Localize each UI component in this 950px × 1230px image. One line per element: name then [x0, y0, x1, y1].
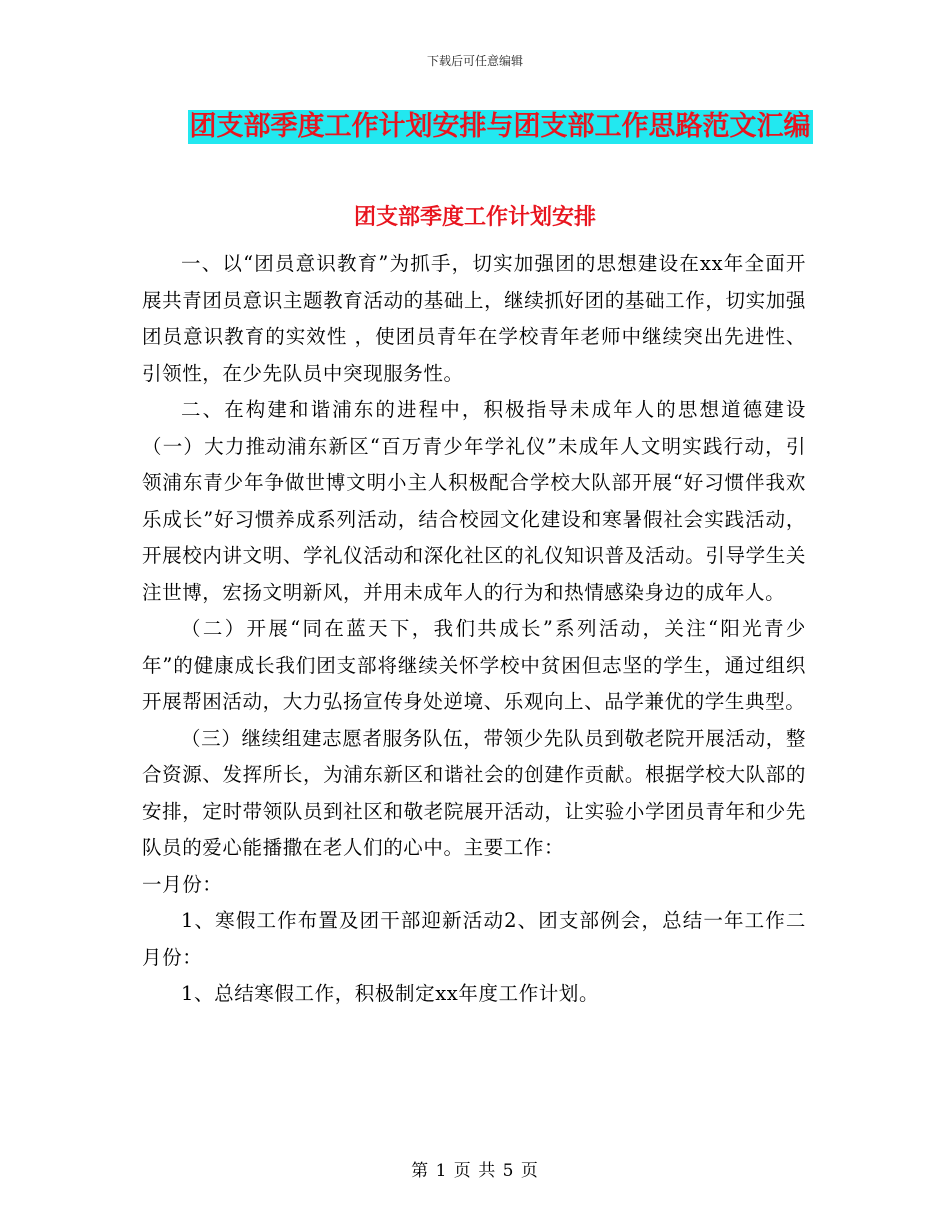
paragraph-6: 1、总结寒假工作，积极制定xx年度工作计划。	[181, 982, 600, 1005]
section-title: 团支部季度工作计划安排	[353, 205, 596, 230]
download-note: 下载后可任意编辑	[426, 54, 523, 68]
main-title-container	[0, 110, 950, 144]
main-title: 团支部季度工作计划安排与团支部工作思路范文汇编	[189, 111, 811, 142]
document-body	[142, 246, 806, 1013]
paragraph-2: 二、在构建和谐浦东的进程中，积极指导未成年人的思想道德建设（一）大力推动浦东新区“百万青少年学礼仪”未成年人文明实践行动，引领浦东青少年争做世博文明小主人积极配合学校大队部开展“好习惯伴我欢乐成长”好习惯养成系列活动，结合校园文化建设和寒暑假社会实践活动，开展校内讲文明、学礼仪活动和深化社区的礼仪知识普及活动。引导学生关注世博，宏扬文明新风，并用未成年人的行为和热情感染身边的成年人。	[142, 398, 806, 604]
paragraph-1: 一、以“团员意识教育”为抓手，切实加强团的思想建设在xx年全面开展共青团员意识主题教育活动的基础上，继续抓好团的基础工作，切实加强团员意识教育的实效性 ，使团员青年在学校青年老师中继续突出先进性、引领性，在少先队员中突现服务性。	[142, 252, 806, 385]
paragraph-month-january: 一月份：	[142, 872, 223, 896]
page-footer: 第 1 页 共 5 页	[411, 1161, 539, 1181]
paragraph-3: （二）开展“同在蓝天下，我们共成长”系列活动，关注“阳光青少年”的健康成长我们团支部将继续关怀学校中贫困但志坚的学生，通过组织开展帮困活动，大力弘扬宣传身处逆境、乐观向上、品学兼优的学生典型。	[142, 617, 806, 713]
paragraph-4: （三）继续组建志愿者服务队伍，带领少先队员到敬老院开展活动，整合资源、发挥所长，为浦东新区和谐社会的创建作贡献。根据学校大队部的安排，定时带领队员到社区和敬老院展开活动，让实验小学团员青年和少先队员的爱心能播撒在老人们的心中。主要工作：	[142, 726, 806, 859]
paragraph-5: 1、寒假工作布置及团干部迎新活动2、团支部例会，总结一年工作二月份：	[142, 909, 806, 969]
